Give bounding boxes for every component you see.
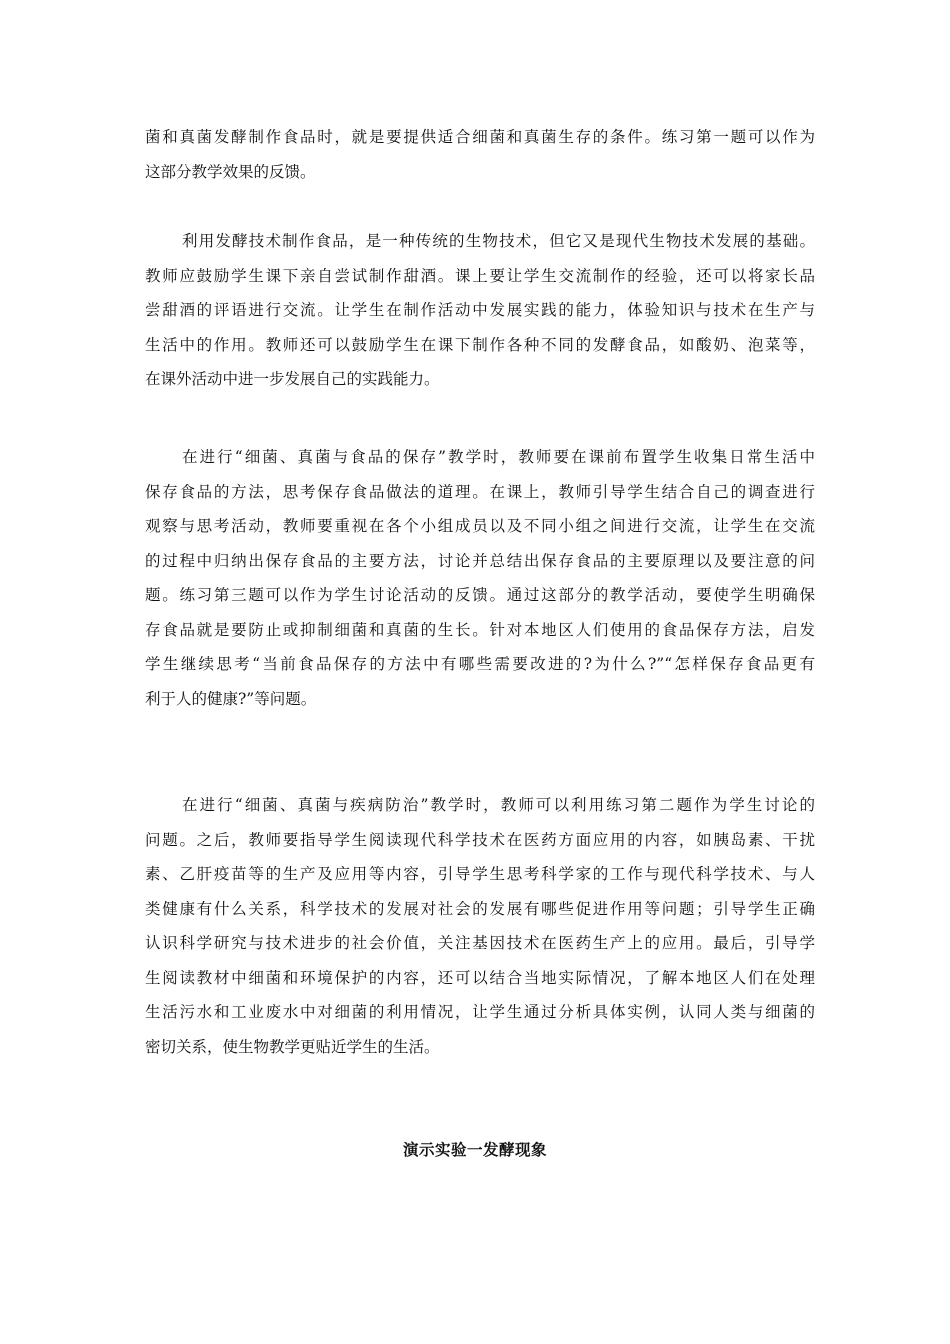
- paragraph-2: [145, 224, 815, 397]
- text-line: 类健康有什么关系，科学技术的发展对社会的发展有哪些促进作用等问题；引导学生正确: [145, 899, 815, 918]
- text-line: 利用发酵技术制作食品，是一种传统的生物技术，但它又是现代生物技术发展的基础。: [182, 232, 815, 250]
- text-line: 生活污水和工业废水中对细菌的利用情况，让学生通过分析具体实例，认同人类与细菌的: [145, 1003, 815, 1021]
- text-line: 在进行“细菌、真菌与食品的保存”教学时，教师要在课前布置学生收集日常生活中: [182, 448, 815, 466]
- text-line: 利于人的健康?”等问题。: [145, 689, 317, 708]
- text-line: 保存食品的方法，思考保存食品做法的道理。在课上，教师引导学生结合自己的调查进行: [145, 482, 815, 501]
- text-line: 问题。之后，教师要指导学生阅读现代科学技术在医药方面应用的内容，如胰岛素、干扰: [145, 830, 815, 849]
- text-line: 在进行“细菌、真菌与疾病防治”教学时，教师可以利用练习第二题作为学生讨论的: [182, 796, 815, 814]
- text-line: 观察与思考活动，教师要重视在各个小组成员以及不同小组之间进行交流，让学生在交流: [145, 517, 815, 535]
- text-line: 这部分教学效果的反馈。: [145, 162, 316, 181]
- paragraph-3: [145, 440, 815, 716]
- section-heading: 演示实验一发酵现象: [402, 1141, 547, 1159]
- text-line: 教师应鼓励学生课下亲自尝试制作甜酒。课上要让学生交流制作的经验，还可以将家长品: [145, 266, 815, 285]
- text-line: 菌和真菌发酵制作食品时，就是要提供适合细菌和真菌生存的条件。练习第一题可以作为: [145, 128, 815, 146]
- text-line: 生阅读教材中细菌和环境保护的内容，还可以结合当地实际情况，了解本地区人们在处理: [145, 968, 815, 987]
- text-line: 生活中的作用。教师还可以鼓励学生在课下制作各种不同的发酵食品，如酸奶、泡菜等，: [145, 335, 815, 354]
- text-line: 素、乙肝疫苗等的生产及应用等内容，引导学生思考科学家的工作与现代科学技术、与人: [145, 865, 815, 883]
- text-line: 题。练习第三题可以作为学生讨论活动的反馈。通过这部分的教学活动，要使学生明确保: [145, 586, 815, 604]
- text-line: 在课外活动中进一步发展自己的实践能力。: [145, 370, 440, 388]
- text-line: 认识科学研究与技术进步的社会价值，关注基因技术在医药生产上的应用。最后，引导学: [145, 934, 815, 952]
- text-line: 存食品就是要防止或抑制细菌和真菌的生长。针对本地区人们使用的食品保存方法，启发: [145, 620, 815, 639]
- text-line: 密切关系，使生物教学更贴近学生的生活。: [145, 1037, 440, 1056]
- text-line: 的过程中归纳出保存食品的主要方法，讨论并总结出保存食品的主要原理以及要注意的问: [145, 551, 815, 570]
- paragraph-4: [145, 788, 815, 1064]
- paragraph-1: [145, 120, 815, 189]
- text-line: 学生继续思考“当前食品保存的方法中有哪些需要改进的?为什么?”“怎样保存食品更有: [145, 655, 815, 673]
- text-line: 尝甜酒的评语进行交流。让学生在制作活动中发展实践的能力，体验知识与技术在生产与: [145, 301, 815, 319]
